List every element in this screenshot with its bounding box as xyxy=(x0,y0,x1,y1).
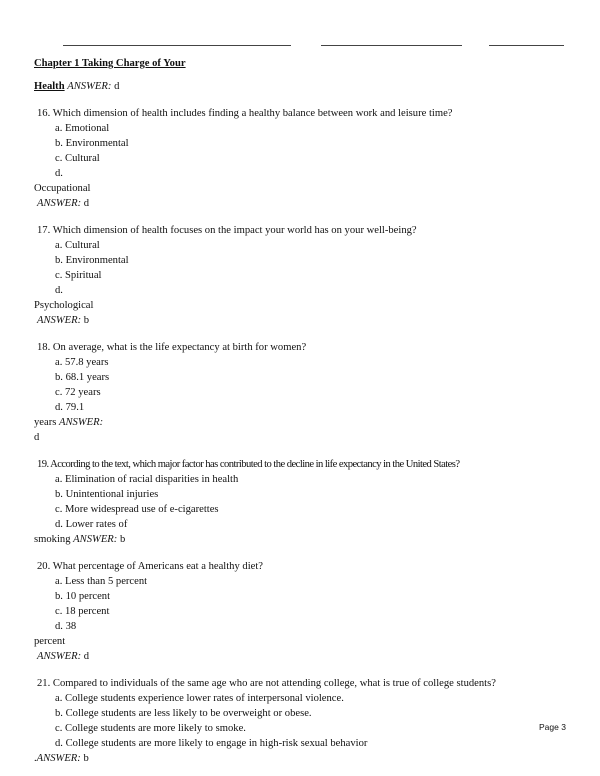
answer-option: a. 57.8 years xyxy=(55,357,109,368)
answer-value: b xyxy=(83,315,90,326)
option-continuation: Occupational xyxy=(34,183,91,194)
answer-option: d. 79.1 xyxy=(55,402,85,413)
answer-option: a. Less than 5 percent xyxy=(55,576,148,587)
answer-option: b. 10 percent xyxy=(55,591,111,602)
answer-option: b. College students are less likely to be overweight or obese. xyxy=(55,708,312,719)
answer-label: ANSWER: xyxy=(67,81,112,92)
answer-option: b. 68.1 years xyxy=(55,372,110,383)
option-continuation xyxy=(34,533,125,546)
answer-option: a. Cultural xyxy=(55,240,100,251)
answer-label: ANSWER: xyxy=(59,417,104,428)
answer-option: a. College students experience lower rates of interpersonal violence. xyxy=(55,693,344,704)
answer-label: ANSWER: xyxy=(36,753,81,764)
answer-option: b. Environmental xyxy=(55,138,129,149)
option-continuation xyxy=(34,752,89,765)
answer-label: ANSWER: xyxy=(37,651,82,662)
answer-value: d xyxy=(34,432,40,443)
question-stem: 17. Which dimension of health focuses on the impact your world has on your well-being? xyxy=(37,225,417,236)
answer-label: ANSWER: xyxy=(73,534,118,545)
chapter-title: Chapter 1 Taking Charge of Your xyxy=(34,58,186,69)
page-number: Page 3 xyxy=(539,722,566,732)
question-stem: 21. Compared to individuals of the same age who are not attending college, what is true of college students? xyxy=(37,678,496,689)
chapter-title-health: Health xyxy=(34,81,65,92)
answer-option: d. xyxy=(55,168,63,179)
question-stem: 19. According to the text, which major factor has contributed to the decline in life expectancy in the United States? xyxy=(37,459,460,470)
chapter-title-line-2 xyxy=(34,80,119,93)
answer-value: d xyxy=(114,81,120,92)
option-tail: . xyxy=(34,753,37,764)
header-rule-2 xyxy=(321,45,462,46)
option-tail: years xyxy=(34,417,57,428)
question-stem: 20. What percentage of Americans eat a healthy diet? xyxy=(37,561,263,572)
answer-option: b. Unintentional injuries xyxy=(55,489,159,500)
answer-option: d. Lower rates of xyxy=(55,519,128,530)
answer-option: b. Environmental xyxy=(55,255,129,266)
answer-label: ANSWER: xyxy=(37,198,82,209)
option-tail: smoking xyxy=(34,534,71,545)
answer-label: ANSWER: xyxy=(37,315,82,326)
answer-option: c. College students are more likely to smoke. xyxy=(55,723,246,734)
answer-value: b xyxy=(119,534,126,545)
option-continuation: percent xyxy=(34,636,66,647)
answer-option: d. xyxy=(55,285,63,296)
answer-value: b xyxy=(83,753,89,764)
answer-option: a. Elimination of racial disparities in health xyxy=(55,474,239,485)
answer-option: d. College students are more likely to engage in high-risk sexual behavior xyxy=(55,738,368,749)
answer-option: d. 38 xyxy=(55,621,77,632)
answer-value: d xyxy=(83,198,90,209)
question-answer xyxy=(37,197,89,210)
answer-option: c. Spiritual xyxy=(55,270,102,281)
answer-option: c. 18 percent xyxy=(55,606,110,617)
answer-option: c. 72 years xyxy=(55,387,101,398)
answer-option: c. More widespread use of e-cigarettes xyxy=(55,504,219,515)
option-continuation xyxy=(34,416,103,429)
answer-value: d xyxy=(83,651,90,662)
header-rule-1 xyxy=(63,45,291,46)
option-continuation: Psychological xyxy=(34,300,94,311)
answer-option: a. Emotional xyxy=(55,123,110,134)
question-stem: 16. Which dimension of health includes finding a healthy balance between work and leisure time? xyxy=(37,108,453,119)
answer-option: c. Cultural xyxy=(55,153,100,164)
question-answer xyxy=(37,314,89,327)
question-answer xyxy=(37,650,89,663)
question-stem: 18. On average, what is the life expectancy at birth for women? xyxy=(37,342,307,353)
header-rule-3 xyxy=(489,45,564,46)
